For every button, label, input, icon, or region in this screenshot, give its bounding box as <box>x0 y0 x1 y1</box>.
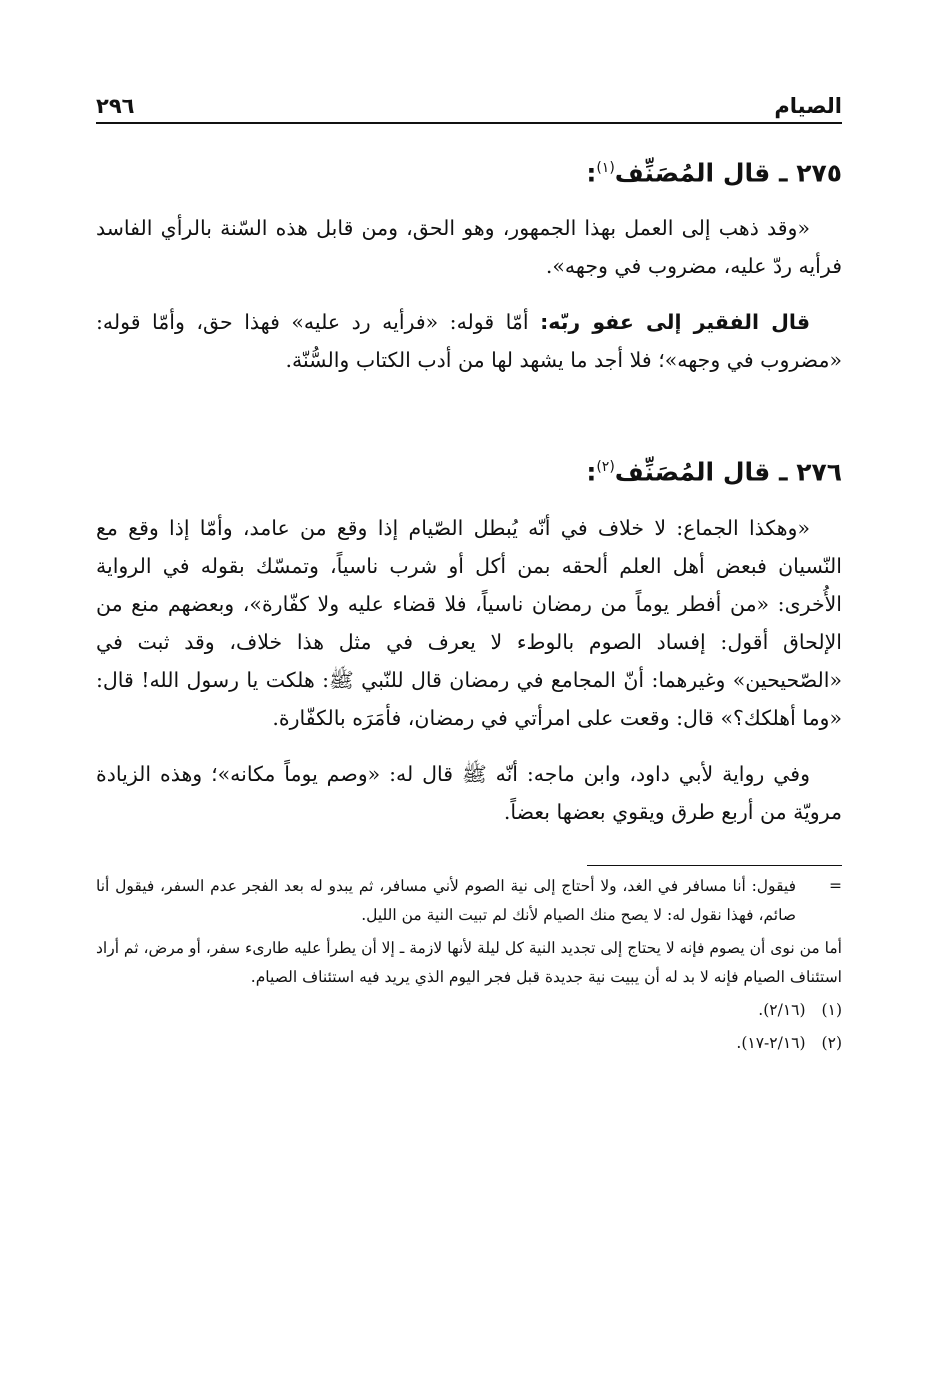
comment-275 <box>96 303 842 379</box>
page-number: ٢٩٦ <box>96 94 135 118</box>
quote-276: «وهكذا الجماع: لا خلاف في أنّه يُبطل الصّيام إذا وقع من عامد، وأمّا إذا وقع مع النّسيان فبعض أهل العلم ألحقه بمن أكل أو شرب ناسياً، وتمسّك بقوله في الرواية الأُخرى: «من أفطر يوماً من رمضان ناسياً، فلا قضاء عليه ولا كفّارة»، وبعضهم منع من الإلحاق أقول: إفساد الصوم بالوطء لا يعرف في مثل هذا خلاف، وقد ثبت في «الصّحيحين» وغيرهما: أنّ المجامع في رمضان قال للنّبي ﷺ: هلكت يا رسول الله! قال: «وما أهلكك؟» قال: وقعت على امرأتي في رمضان، فأمَرَه بالكفّارة. <box>96 515 842 730</box>
quote-275: «وقد ذهب إلى العمل بهذا الجمهور، وهو الحق، ومن قابل هذه السّنة بالرأي الفاسد فرأيه ردّ عليه، مضروب في وجهه». <box>96 216 842 279</box>
continuation-marker: = <box>829 876 842 895</box>
footnote-text: (٢/١٦-١٧). <box>736 1033 806 1052</box>
page-content <box>96 82 842 1058</box>
chapter-title: الصيام <box>774 94 842 118</box>
footnote-ref-2[interactable]: (٢) <box>596 459 615 476</box>
footnote-item <box>96 996 842 1025</box>
comment-text: أمّا قوله: «فرأيه رد عليه» فهذا حق، وأمّا قوله: «مضروب في وجهه»؛ فلا أجد ما يشهد لها من أدب الكتاب والسُّنّة. <box>96 310 842 373</box>
heading-colon: : <box>586 457 597 487</box>
footnote-divider <box>587 865 842 866</box>
comment-label: قال الفقير إلى عفو ربّه: <box>540 310 810 335</box>
footnote-continuation <box>96 872 842 930</box>
heading-colon: : <box>586 158 597 188</box>
footnote-number: (١) <box>821 1000 842 1019</box>
footnote-second-paragraph: أما من نوى أن يصوم فإنه لا يحتاج إلى تجديد النية كل ليلة لأنها لازمة ـ إلا أن يطرأ عليه طارىء سفر، أو مرض، ثم أراد استئناف الصيام فإنه لا بد له أن يبيت نية جديدة قبل فجر اليوم الذي يريد فيه استئناف الصيام. <box>96 938 842 986</box>
footnote-number: (٢) <box>821 1033 842 1052</box>
footnote-item <box>96 1029 842 1058</box>
footnotes <box>96 872 842 1058</box>
footnote-ref-1[interactable]: (١) <box>596 160 615 176</box>
section-heading-275 <box>96 146 842 195</box>
note-276: وفي رواية لأبي داود، وابن ماجه: أنّه ﷺ قال له: «وصم يوماً مكانه»؛ وهذه الزيادة مرويّة من أربع طرق ويقوي بعضها بعضاً. <box>96 761 842 824</box>
heading-text: ٢٧٦ ـ قال المُصَنِّف <box>614 457 842 487</box>
running-header <box>96 82 842 124</box>
footnote-text: (٢/١٦). <box>758 1000 806 1019</box>
continuation-text: فيقول: أنا مسافر في الغد، ولا أحتاج إلى نية الصوم لأني مسافر، ثم يبدو له بعد الفجر عدم السفر، فيقول أنا صائم، فهذا نقول له: لا يصح منك الصيام لأنك لم تبيت النية من الليل. <box>96 876 796 924</box>
section-heading-276 <box>96 445 842 494</box>
heading-text: ٢٧٥ ـ قال المُصَنِّف <box>614 158 842 188</box>
